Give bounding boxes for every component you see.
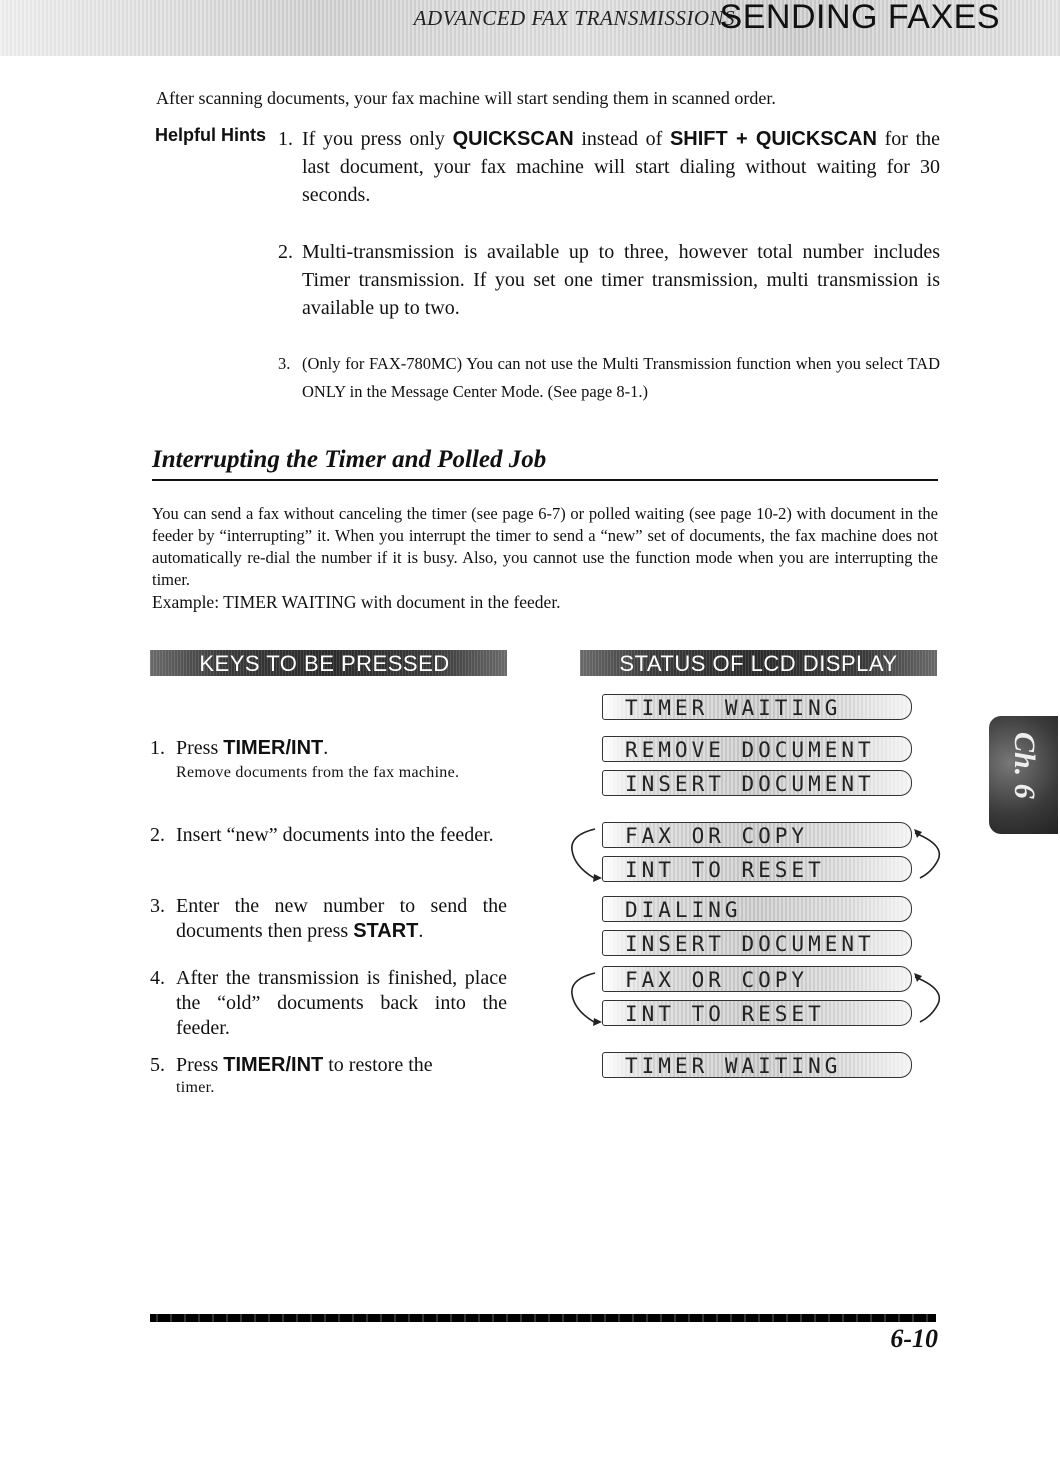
lcd-display: TIMER WAITING (602, 694, 912, 720)
intro-paragraph: After scanning documents, your fax machine will start sending them in scanned order. (156, 88, 776, 108)
header-section-name: ADVANCED FAX TRANSMISSIONS (413, 6, 735, 30)
lcd-display: TIMER WAITING (602, 1052, 912, 1078)
step-2: 2. Insert “new” documents into the feeder. (150, 824, 494, 846)
page-number: 6-10 (890, 1324, 938, 1353)
page-header-band (0, 0, 1060, 56)
section-example: Example: TIMER WAITING with document in the feeder. (152, 592, 561, 612)
lcd-display: FAX OR COPY (602, 822, 912, 848)
key-name: START (353, 920, 419, 942)
header-title: SENDING FAXES (719, 0, 1000, 36)
hint-item-3: 3. (Only for FAX-780MC) You can not use the Multi Transmission function when you select TAD ONLY in the Message Center Mode. (See page 8-1.) (278, 354, 940, 401)
lcd-display: INSERT DOCUMENT (602, 930, 912, 956)
step-4: 4. After the transmission is finished, place the “old” documents back into the feeder. (150, 967, 507, 1039)
step-3: 3. Enter the new number to send the documents then press START. (150, 895, 507, 942)
hint-item-2: 2. Multi-transmission is available up to three, however total number includes Timer transmission. If you set one timer transmission, multi transmission is available up to two. (278, 241, 940, 319)
chapter-tab: Ch. 6 (989, 716, 1058, 834)
alternating-display-arrows (560, 800, 950, 1040)
step-1: 1. Press TIMER/INT. Remove documents from the fax machine. (150, 737, 460, 781)
section-title: Interrupting the Timer and Polled Job (152, 446, 547, 473)
lcd-display: DIALING (602, 896, 912, 922)
keys-to-be-pressed-banner: KEYS TO BE PRESSED (150, 650, 507, 676)
right-bracket-arrow (915, 833, 939, 878)
key-name: TIMER/INT (223, 1054, 324, 1076)
lcd-display: INT TO RESET (602, 856, 912, 882)
lcd-display: INT TO RESET (602, 1000, 912, 1026)
right-bracket-arrow (915, 977, 939, 1022)
helpful-hints-label: Helpful Hints (155, 125, 266, 145)
key-name: SHIFT + QUICKSCAN (669, 128, 877, 150)
lcd-status-banner: STATUS OF LCD DISPLAY (580, 650, 937, 676)
lcd-display: INSERT DOCUMENT (602, 770, 912, 796)
key-name: TIMER/INT (223, 737, 324, 759)
left-bracket-arrow (572, 829, 595, 878)
section-paragraph: You can send a fax without canceling the timer (see page 6-7) or polled waiting (see page 10-2) with document in the feeder by “interrupting” it. When you interrupt the timer to send a “new” set of documents, the fax machine does not automatically re-dial the number if it is busy. Also, you cannot use the function mode when you are interrupting the timer. (152, 504, 938, 589)
left-bracket-arrow (572, 973, 595, 1022)
hint-item-1: 1. If you press only QUICKSCAN instead of SHIFT + QUICKSCAN for the last document, your fax machine will start dialing without waiting for 30 seconds. (278, 128, 941, 206)
key-name: QUICKSCAN (452, 128, 574, 150)
footer-rule (150, 1314, 936, 1322)
lcd-display: FAX OR COPY (602, 966, 912, 992)
section-divider (152, 479, 938, 481)
step-5: 5. Press TIMER/INT to restore the timer. (150, 1054, 433, 1096)
lcd-display: REMOVE DOCUMENT (602, 736, 912, 762)
